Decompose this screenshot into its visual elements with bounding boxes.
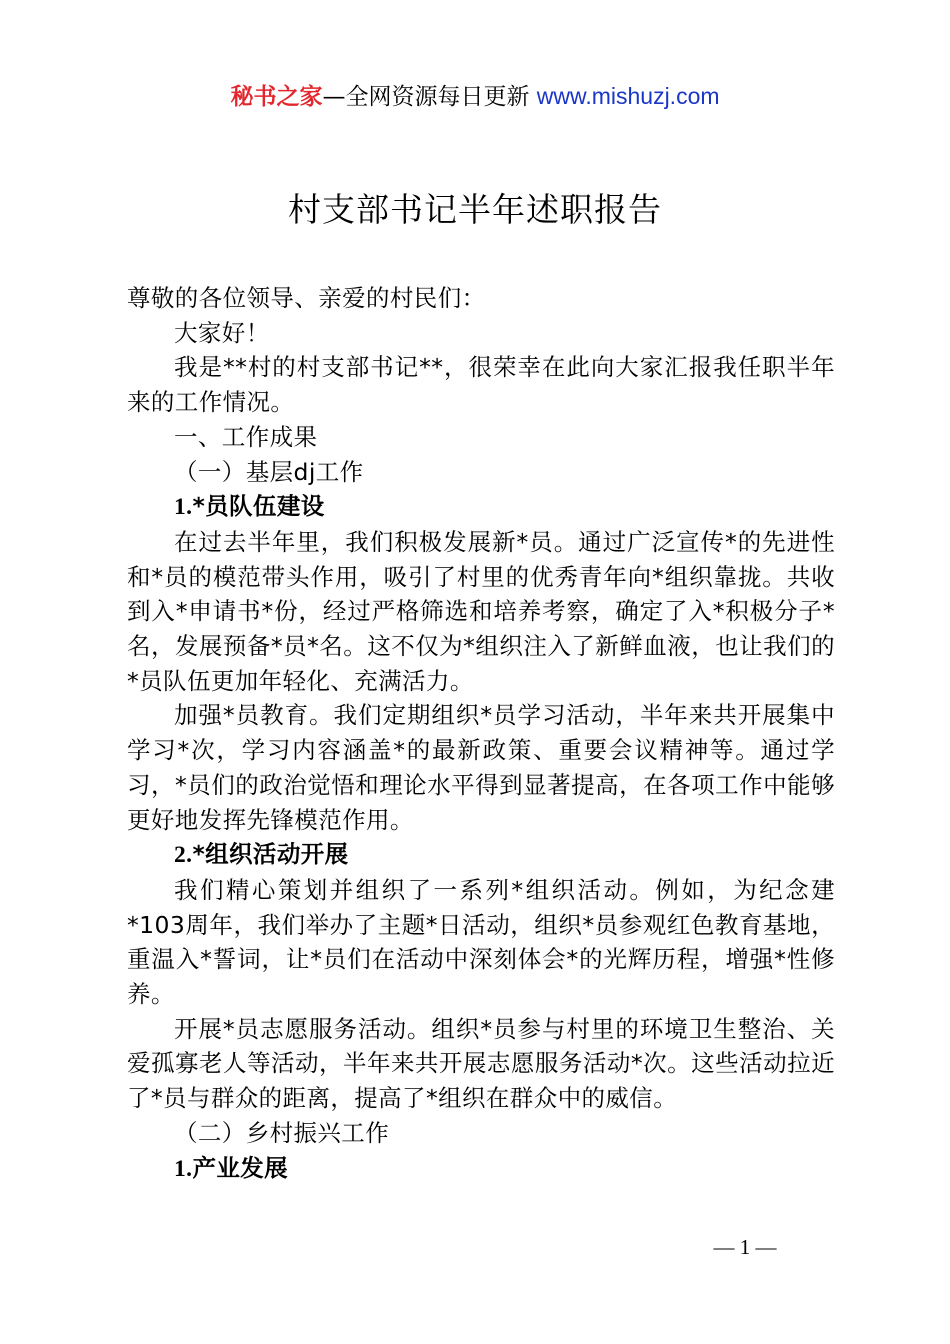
paragraph-3: 我们精心策划并组织了一系列*组织活动。例如，为纪念建*103周年，我们举办了主题*日活动，组织*员参观红色教育基地，重温入*誓词，让*员们在活动中深刻体会*的光辉历程，增强*性修养。 <box>127 875 835 1009</box>
item-title-3: 产业发展 <box>192 1153 289 1182</box>
subsection-heading-2: （二）乡村振兴工作 <box>174 1118 390 1147</box>
item-heading-2 <box>127 837 835 873</box>
section-heading-1: 一、工作成果 <box>174 422 318 451</box>
subsection-heading-1: （一）基层dj工作 <box>174 457 364 486</box>
brand-name: 秘书之家 <box>230 84 323 110</box>
header-slogan: —全网资源每日更新 <box>322 84 537 110</box>
site-url-link[interactable]: www.mishuzj.com <box>536 83 720 109</box>
salutation: 尊敬的各位领导、亲爱的村民们： <box>127 284 486 312</box>
item-title-2: *组织活动开展 <box>192 840 349 869</box>
document-title: 村支部书记半年述职报告 <box>288 190 662 229</box>
paragraph-4: 开展*员志愿服务活动。组织*员参与村里的环境卫生整治、关爱孤寡老人等活动，半年来共开展志愿服务活动*次。这些活动拉近了*员与群众的距离，提高了*组织在群众中的威信。 <box>127 1014 835 1113</box>
item-title-1: *员队伍建设 <box>192 492 325 521</box>
item-number-2: 2. <box>174 842 193 869</box>
item-heading-1 <box>127 489 835 525</box>
paragraph-1: 在过去半年里，我们积极发展新*员。通过广泛宣传*的先进性和*员的模范带头作用，吸引了村里的优秀青年向*组织靠拢。共收到入*申请书*份，经过严格筛选和培养考察，确定了入*积极分子*名，发展预备*员*名。这不仅为*组织注入了新鲜血液，也让我们的*员队伍更加年轻化、充满活力。 <box>127 527 835 695</box>
document-body <box>127 281 835 1186</box>
page-number: — 1 — <box>713 1235 777 1259</box>
paragraph-2: 加强*员教育。我们定期组织*员学习活动，半年来共开展集中学习*次，学习内容涵盖*的最新政策、重要会议精神等。通过学习，*员们的政治觉悟和理论水平得到显著提高，在各项工作中能够更好地发挥先锋模范作用。 <box>127 701 835 834</box>
item-number-3: 1. <box>174 1155 193 1182</box>
paragraph-intro: 我是**村的村支部书记**，很荣幸在此向大家汇报我任职半年来的工作情况。 <box>127 353 835 417</box>
site-header <box>0 80 950 113</box>
item-heading-3 <box>127 1151 835 1187</box>
item-number-1: 1. <box>174 494 193 521</box>
paragraph-greeting: 大家好！ <box>174 318 270 347</box>
